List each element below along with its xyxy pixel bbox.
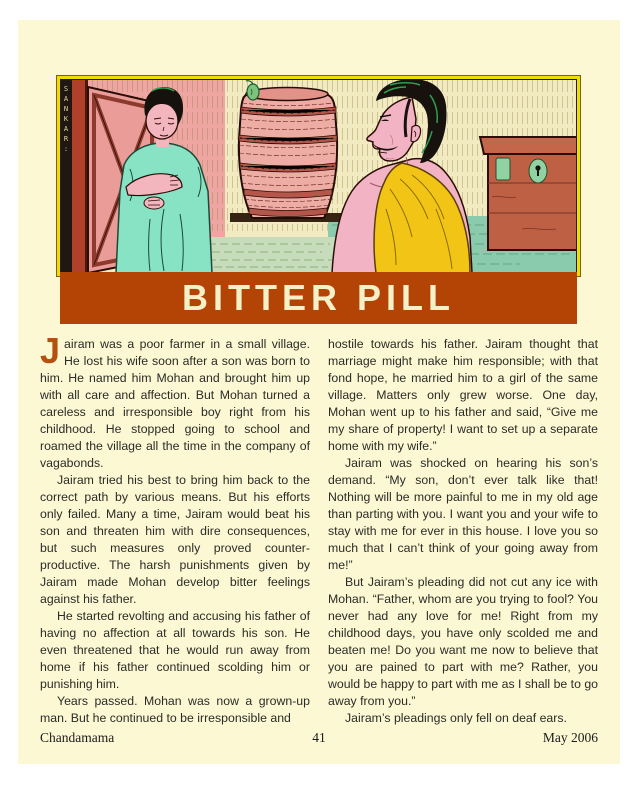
page-number: 41: [312, 730, 326, 745]
magazine-name: Chandamama: [40, 730, 115, 745]
paragraph: [40, 330, 310, 472]
chest-hinge: [496, 158, 510, 180]
paragraph: He started revolting and accusing his father of having no affection at all towards his son. He even threatened that he would run away from home if his father continued scolding him or punishing him.: [40, 609, 310, 691]
issue-date: May 2006: [542, 730, 598, 745]
story-title: BITTER PILL: [182, 277, 455, 318]
story-text: [40, 330, 599, 727]
illustration-drawing: [60, 79, 577, 273]
woman-hand: [144, 197, 164, 209]
paragraph: Jairam tried his best to bring him back to the correct path by various means. But his efforts only failed. Many a time, Jairam would beat his son and threaten him with dire consequences, but such measures only proved counter-productive. The harsh punishments given by Jairam made Mohan develop bitter feelings against his father.: [40, 473, 310, 606]
wooden-chest: [480, 137, 577, 250]
title-banner: [60, 272, 577, 324]
right-column: [328, 336, 598, 727]
paragraph: But Jairam’s pleading did not cut any ice with Mohan. “Father, whom are you trying to fool? You never had any love for me! Right from my childhood days, you have only scolded me and beaten me! Do you want me now to believe that you are pained to part with me? Rather, you would be happy to part with me as I shall be to go away from you.”: [328, 575, 599, 708]
paragraph: Jairam was shocked on hearing his son’s demand. “My son, don’t ever talk like that! Nothing will be more painful to me in my old age than parting with you. I want you and your wife to stay with me for ever in this house. I love you so much that I can’t think of your going away from me!”: [328, 456, 598, 572]
left-column: [40, 330, 310, 727]
story-illustration: [57, 76, 580, 276]
page-background: [18, 20, 620, 764]
paragraph-text: airam was a poor farmer in a small village. He lost his wife soon after a son was born to him. He named him Mohan and brought him up with all care and affection. But Mohan turned a careless and irresponsible boy right from his childhood. He stopped going to school and roamed the village all the time in the company of vagabonds.: [40, 337, 310, 470]
paragraph: Jairam’s pleadings only fell on deaf ears.: [345, 711, 567, 725]
paragraph: Years passed. Mohan was now a grown-up man. But he continued to be irresponsible and: [40, 694, 310, 725]
drop-cap: J: [40, 330, 61, 371]
artist-signature: SANKAR:: [62, 85, 70, 155]
page-footer: [40, 730, 598, 746]
paragraph: hostile towards his father. Jairam thought that marriage might make him responsible; with that fond hope, he married him to a girl of the same village. Matters only grew worse. One day, Mohan went up to his father and said, “Give me my share of property! I want to set up a separate home with my wife.”: [328, 337, 598, 453]
woven-basket: [239, 81, 338, 218]
